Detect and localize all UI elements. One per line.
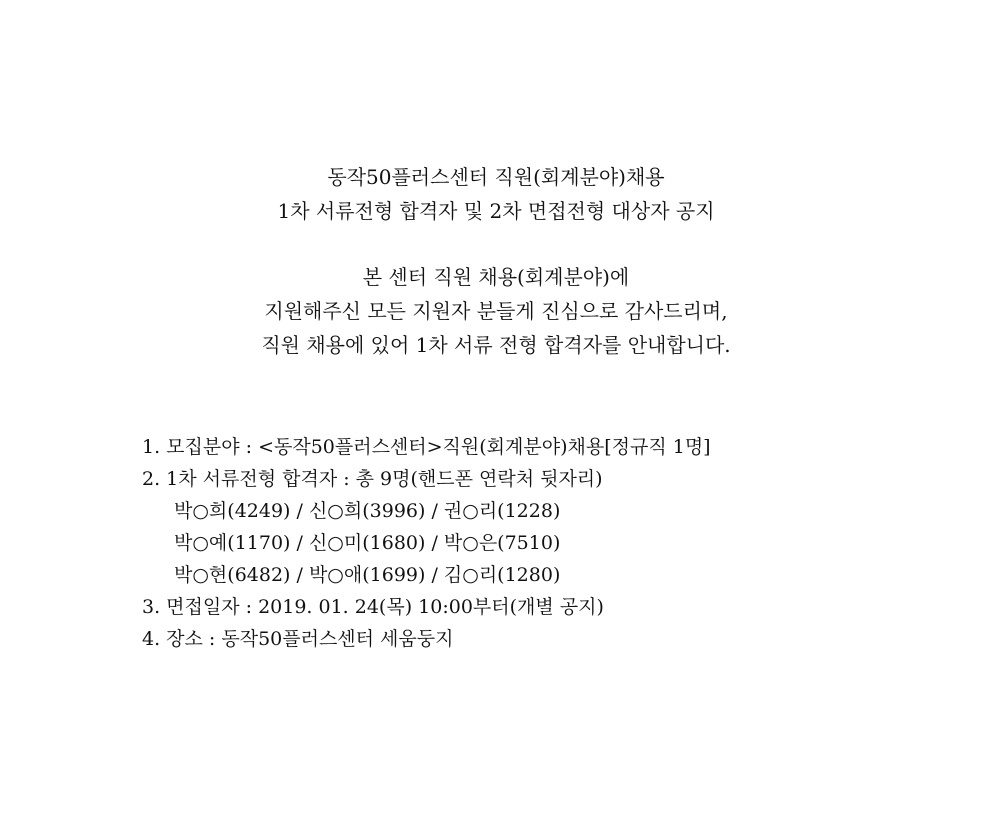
passers-summary-item: 2. 1차 서류전형 합격자 : 총 9명(핸드폰 연락처 뒷자리) (142, 468, 603, 490)
notice-title (0, 160, 992, 228)
interview-date-item: 3. 면접일자 : 2019. 01. 24(목) 10:00부터(개별 공지) (142, 596, 604, 618)
recruitment-field-item: 1. 모집분야 : <동작50플러스센터>직원(회계분야)채용[정규직 1명] (142, 436, 711, 458)
intro-paragraph (0, 260, 992, 362)
notice-title-line-2: 1차 서류전형 합격자 및 2차 면접전형 대상자 공지 (277, 199, 715, 223)
passers-row-2: 박○예(1170) / 신○미(1680) / 박○은(7510) (174, 532, 561, 554)
intro-line-3: 직원 채용에 있어 1차 서류 전형 합격자를 안내합니다. (261, 333, 731, 357)
intro-line-2: 지원해주신 모든 지원자 분들게 진심으로 감사드리며, (264, 299, 728, 323)
notice-details-list (142, 431, 711, 655)
intro-line-1: 본 센터 직원 채용(회계분야)에 (362, 265, 630, 289)
notice-title-line-1: 동작50플러스센터 직원(회계분야)채용 (327, 165, 665, 189)
location-item: 4. 장소 : 동작50플러스센터 세움둥지 (142, 628, 454, 650)
passers-row-1: 박○희(4249) / 신○희(3996) / 권○리(1228) (174, 500, 561, 522)
passers-row-3: 박○현(6482) / 박○애(1699) / 김○리(1280) (174, 564, 561, 586)
